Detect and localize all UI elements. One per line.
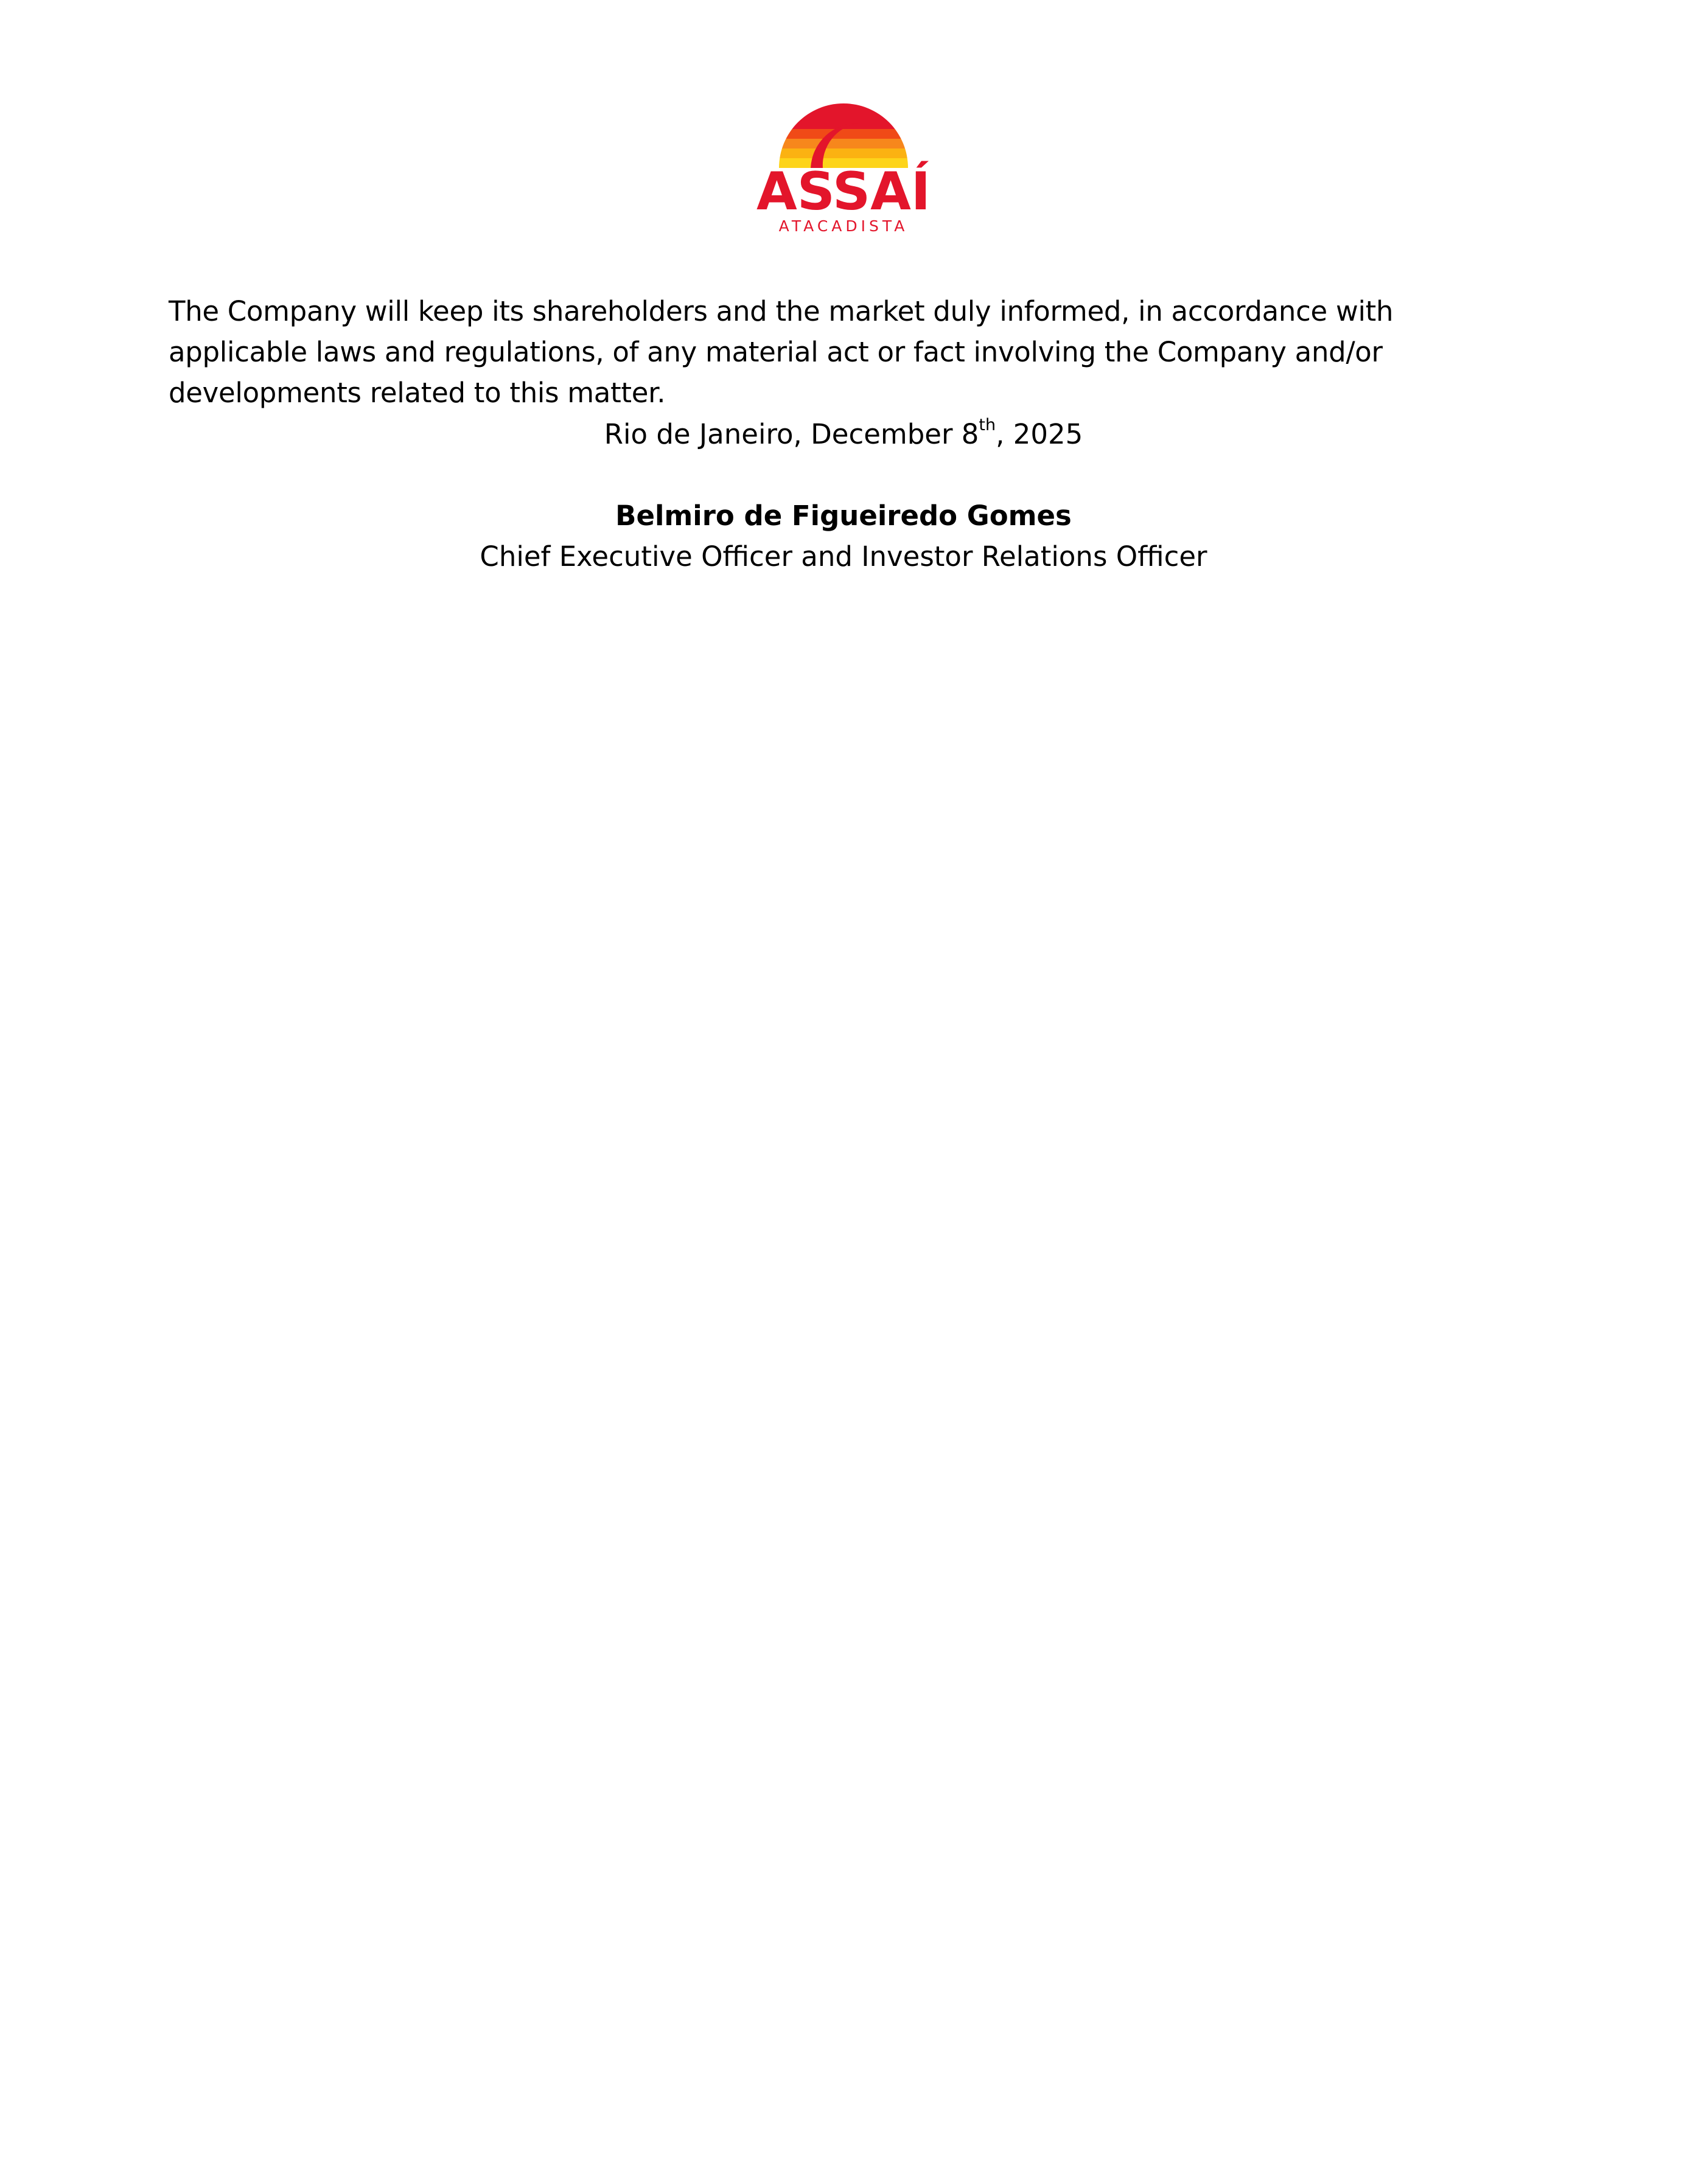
assai-atacadista-logo <box>750 102 937 237</box>
body-paragraph: The Company will keep its shareholders and the market duly informed, in accordance with applicable laws and regulations, of any material act or fact involving the Company and/or developments related to this matter. <box>169 295 1394 409</box>
signer-name: Belmiro de Figueiredo Gomes <box>615 500 1072 532</box>
signer-title: Chief Executive Officer and Investor Relations Officer <box>480 540 1207 573</box>
assai-sun-logo-icon <box>750 102 937 237</box>
date-ordinal-suffix: th <box>979 416 996 434</box>
logo-wordmark: ASSAÍ <box>756 161 931 222</box>
place-and-date <box>0 414 1687 455</box>
date-prefix: Rio de Janeiro, December 8 <box>604 418 979 450</box>
date-year: , 2025 <box>996 418 1083 450</box>
logo-tagline: ATACADISTA <box>778 217 909 235</box>
